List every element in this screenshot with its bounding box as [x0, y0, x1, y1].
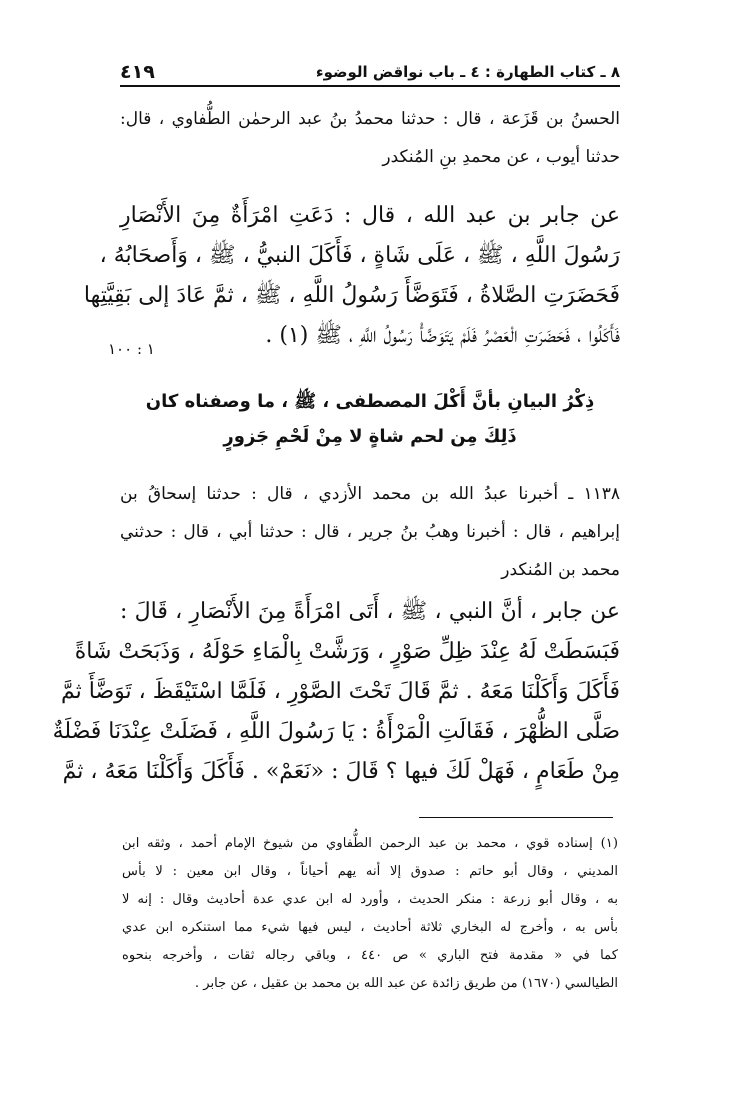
- footnote-line: الطيالسي (١٦٧٠) من طريق زائدة عن عبد الله بن محمد بن عقيل ، عن جابر .: [194, 976, 618, 991]
- hadith-2-line: صَلَّى الظُّهْرَ ، فَقَالَتِ الْمَرْأَةُ : يَا رَسُولَ اللَّهِ ، فَضَلَتْ عِنْدَنَا فَضْلَةٌ: [52, 719, 620, 744]
- isnad-1-line: الحسنُ بن قَزَعة ، قال : حدثنا محمدُ بنُ عبد الرحمٰن الطُّفاوي ، قال:: [120, 109, 620, 129]
- isnad-2-line: ١١٣٨ ـ أخبرنا عبدُ الله بن محمد الأزدي ، قال : حدثنا إسحاقُ بن: [120, 484, 620, 504]
- footnote: [122, 830, 618, 998]
- hadith-1-line: عن جابر بن عبد الله ، قال : دَعَتِ امْرَأَةٌ مِنَ الأَنْصَارِ: [120, 203, 620, 228]
- footnote-line: به ، وقال أبو زرعة : منكر الحديث ، وأورد له ابن عدي عدة أحاديث وقال : إنه لا: [122, 892, 618, 907]
- footnote-divider: [419, 817, 613, 818]
- margin-reference: ١ : ١٠٠: [108, 340, 155, 358]
- footnote-line: بأس به ، وأخرج له البخاري ثلاثة أحاديث ، ليس فيها شيء مما استنكره ابن عدي: [122, 920, 618, 935]
- hadith-text-1: [83, 196, 620, 356]
- isnad-2: [120, 475, 620, 589]
- hadith-1-line: فَأَكَلُوا ، فَحَضَرَتِ الْعَصْرُ فَلَمْ يَتَوَضَّأْ رَسُولُ اللَّهِ ، ﷺ (١) .: [265, 323, 620, 348]
- isnad-2-line: محمد بن المُنكدر: [501, 560, 620, 580]
- hadith-2-line: عن جابر ، أنَّ النبي ، ﷺ ، أَتَى امْرَأَةً مِنَ الأَنْصَارِ ، قَالَ :: [120, 599, 620, 624]
- section-heading-line: ذَلِكَ مِن لحم شاةٍ لا مِنْ لَحْمِ جَزورٍ: [223, 426, 517, 447]
- hadith-2-line: مِنْ طَعَامٍ ، فَهَلْ لَكَ فيها ؟ قَالَ : «نَعَمْ» . فَأَكَلَ وَأَكَلْنَا مَعَهُ ، ثمَّ: [62, 759, 620, 784]
- footnote-line: المديني ، وقال أبو حاتم : صدوق إلا أنه يهم أحياناً ، وقال ابن معين : لا بأس: [122, 864, 618, 879]
- running-title: ٨ ـ كتاب الطهارة : ٤ ـ باب نواقض الوضوء: [315, 63, 620, 81]
- hadith-2-line: فَبَسَطَتْ لَهُ عِنْدَ ظِلِّ صَوْرٍ ، وَرَشَّتْ بِالْمَاءِ حَوْلَهُ ، وَذَبَحَتْ شَاةً: [74, 639, 620, 664]
- section-heading: [120, 384, 620, 454]
- footnote-line: كما في « مقدمة فتح الباري » ص ٤٤٠ ، وباقي رجاله ثقات ، وأخرجه بنحوه: [122, 948, 618, 963]
- isnad-1-line: حدثنا أيوب ، عن محمدِ بنِ المُنكدر: [382, 147, 620, 167]
- hadith-1-line: رَسُولَ اللَّهِ ، ﷺ ، عَلَى شَاةٍ ، فَأَكَلَ النبيُّ ، ﷺ ، وَأَصحَابُهُ ،: [99, 243, 620, 268]
- footnote-line: (١) إسناده قوي ، محمد بن عبد الرحمن الطُّفاوي من شيوخ الإمام أحمد ، وثقه ابن: [122, 836, 618, 851]
- section-heading-line: ذِكْرُ البيانِ بأنَّ أَكْلَ المصطفى ، ﷺ ، ما وصفناه كان: [145, 391, 595, 412]
- page-header: [120, 55, 620, 87]
- isnad-1: [120, 100, 620, 176]
- isnad-2-line: إبراهيم ، قال : أخبرنا وهبُ بنُ جرير ، قال : حدثنا أبي ، قال : حدثني: [120, 522, 620, 542]
- hadith-text-2: [52, 592, 620, 792]
- hadith-2-line: فَأَكَلَ وَأَكَلْنَا مَعَهُ . ثمَّ قَالَ تَحْتَ الصَّوْرِ ، فَلَمَّا اسْتَيْقَظَ ، تَوَضَّأَ ثمَّ: [61, 679, 620, 704]
- hadith-1-line: فَحَضَرَتِ الصَّلاةُ ، فَتَوَضَّأَ رَسُولُ اللَّهِ ، ﷺ ، ثمَّ عَادَ إلى بَقِيَّتِها: [83, 283, 620, 308]
- page-number: ٤١٩: [120, 61, 155, 83]
